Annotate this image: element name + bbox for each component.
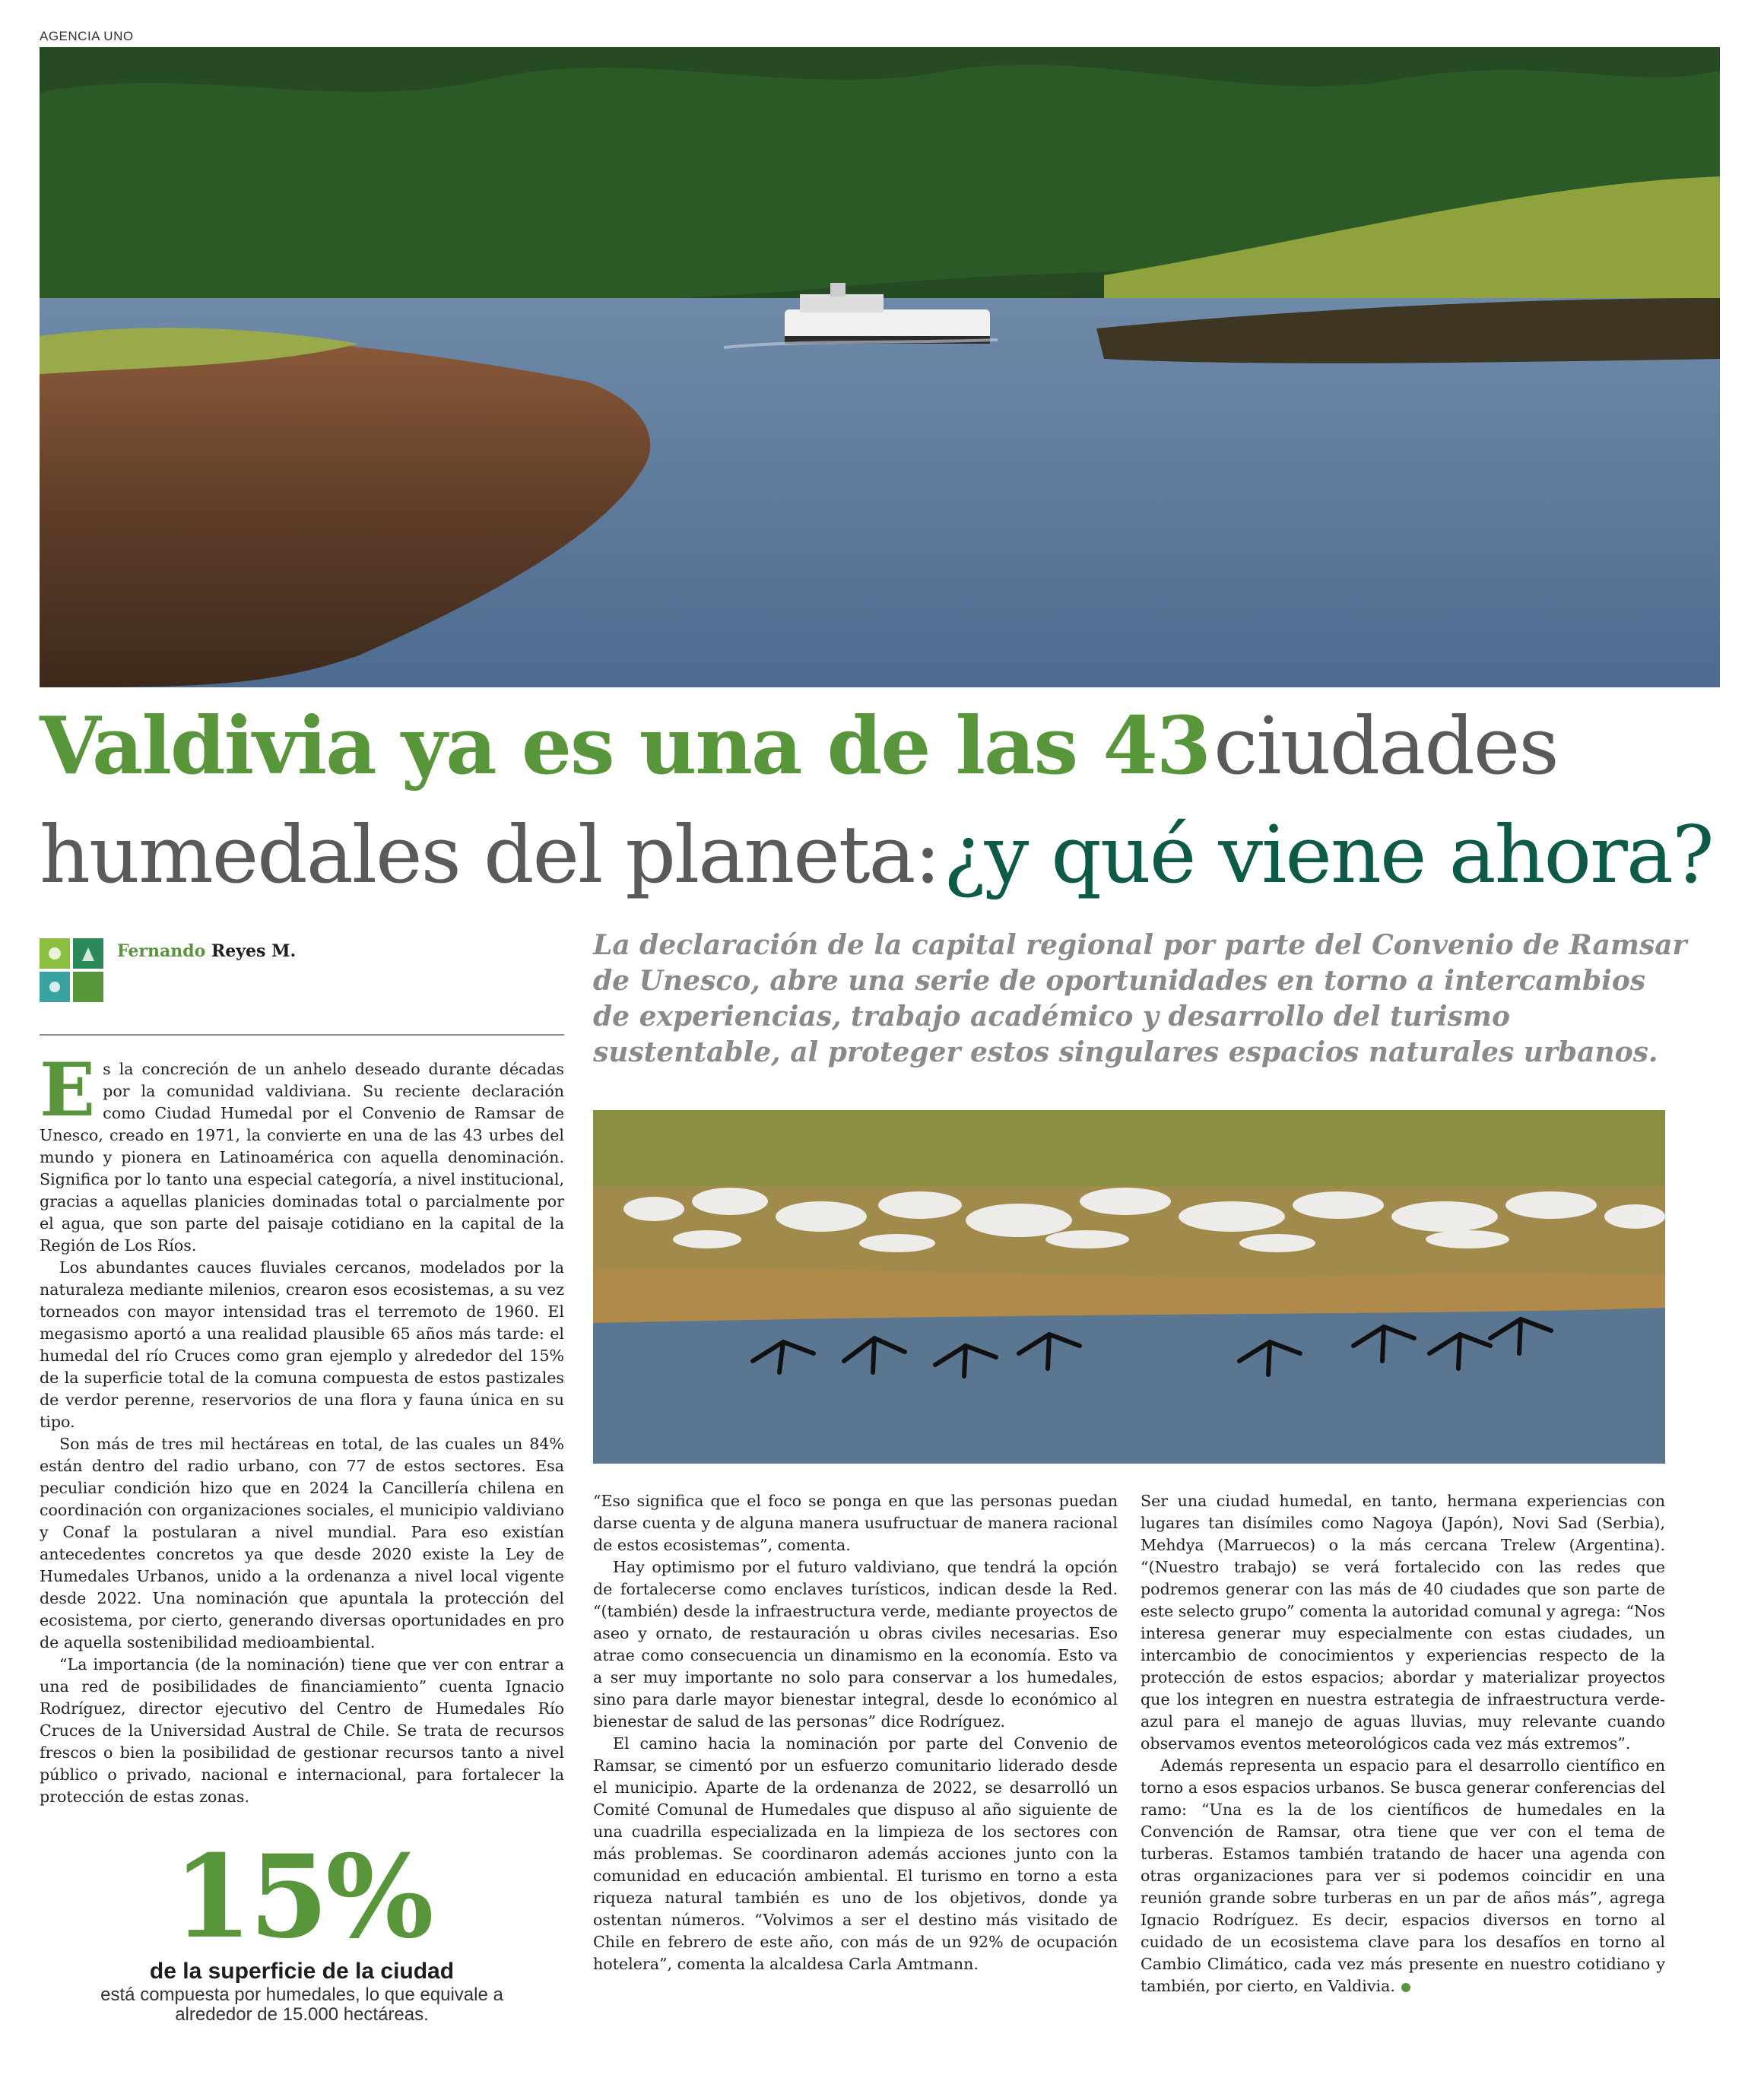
paragraph: “La importancia (de la nominación) tiene que ver con entrar a una red de posibilidades de financiamiento” cuenta Ignacio Rodríguez, director ejecutivo del Centro de Humedales Río Cruces de la Universidad Austral de Chile. Se trata de recursos frescos o bien la posibilidad de gestionar recursos tanto a nivel público o privado, nacional e internacional, para fortalecer la protección de estas zonas. xyxy=(40,1655,564,1806)
headline-part4: ¿y qué viene ahora? xyxy=(943,808,1713,901)
author-name xyxy=(117,941,296,961)
column-2 xyxy=(593,1490,1118,1975)
birds-photo xyxy=(593,1110,1665,1464)
column-1 xyxy=(40,1047,564,1808)
headline-part2: ciudades xyxy=(1214,700,1558,792)
stat-number: 15% xyxy=(173,1830,431,1964)
author-first: Fernando xyxy=(117,941,206,961)
stat-caption-line1: está compuesta por humedales, lo que equivale a xyxy=(100,1984,503,2005)
stat-caption-line2: alrededor de 15.000 hectáreas. xyxy=(175,2004,429,2025)
divider xyxy=(40,1034,564,1036)
byline xyxy=(40,934,564,1002)
paragraph: El camino hacia la nominación por parte del Convenio de Ramsar, se cimentó por un esfuerzo comunitario liderado desde el municipio. Aparte de la ordenanza de 2022, se desarrolló un Comité Comunal de Humedales que dispuso al año siguiente de una cuadrilla especializada en la limpieza de los sectores con más problemas. Se coordinaron además acciones junto con la comunidad en educación ambiental. El turismo en torno a esta riqueza natural también es uno de los objetivos, donde ya ostentan números. “Volvimos a ser el destino más visitado de Chile en febrero de este año, con más de un 92% de ocupación hotelera”, comenta la alcaldesa Carla Amtmann. xyxy=(593,1734,1118,1973)
author-last: Reyes M. xyxy=(211,941,297,961)
stat-caption-strong: de la superficie de la ciudad xyxy=(149,1959,455,1984)
headline-part1: Valdivia ya es una de las 43 xyxy=(40,699,1210,792)
stat-caption xyxy=(40,1958,564,2025)
column-3 xyxy=(1141,1490,1665,1997)
paragraph xyxy=(40,1047,564,1257)
photo-credit: AGENCIA UNO xyxy=(40,29,134,43)
paragraph: Son más de tres mil hectáreas en total, de las cuales un 84% están dentro del radio urbano, con 77 de estos sectores. Esa peculiar condición hizo que en 2024 la Cancillería chilena en coordinación con organizaciones sociales, el municipio valdiviano y Conaf la postularan a nivel mundial. Para eso existían antecedentes concretos ya que desde 2020 existe la Ley de Humedales Urbanos, unido a la ordenanza a nivel local vigente desde 2022. Una nominación que apuntala la protección del ecosistema, por cierto, generando diversas oportunidades en pro de aquella sostenibilidad medioambiental. xyxy=(40,1435,564,1651)
lead-text: La declaración de la capital regional por parte del Convenio de Ramsar de Unesco, abre una serie de oportunidades en torno a intercambios de experiencias, trabajo académico y desarrollo del turismo sustentable, al proteger estos singulares espacios naturales urbanos. xyxy=(593,929,1687,1068)
paragraph xyxy=(1141,1755,1665,1997)
headline-part3: humedales del planeta: xyxy=(40,808,940,901)
paragraph-text: s la concreción de un anhelo deseado durante décadas por la comunidad valdiviana. Su reciente declaración como Ciudad Humedal por el Convenio de Ramsar de Unesco, creado en 1971, la convierte en una de las 43 urbes del mundo y pionera en Latinoamérica con aquella denominación. Significa por lo tanto una especial categoría, a nivel institucional, gracias a aquellas planicies dominadas total o parcialmente por el agua, que son parte del paisaje cotidiano en la capital de la Región de Los Ríos. xyxy=(40,1060,564,1255)
paragraph: Los abundantes cauces fluviales cercanos, modelados por la naturaleza mediante milenios, crearon esos ecosistemas, a su vez torneados con mayor intensidad tras el terremoto de 1960. El megasismo aportó a una realidad plausible 65 años más tarde: el humedal del río Cruces como gran ejemplo y alrededor del 15% de la superficie total de la comuna compuesta de estos pastizales de verdor perenne, reservorios de una flora y fauna única en su tipo. xyxy=(40,1258,564,1431)
river-photo xyxy=(40,47,1720,687)
headline xyxy=(40,699,1720,921)
paragraph: Hay optimismo por el futuro valdiviano, que tendrá la opción de fortalecerse como enclaves turísticos, indican desde la Red. “(también) desde la infraestructura verde, mediante proyectos de aseo y ornato, de restauración u obras civiles necesarias. Eso atrae como consecuencia un dinamismo en la economía. Esto va a ser muy importante no solo para conservar a los humedales, sino para darle mayor bienestar integral, desde lo económico al bienestar de salud de las personas” dice Rodríguez. xyxy=(593,1558,1118,1731)
drop-cap: E xyxy=(40,1047,96,1133)
paragraph: Ser una ciudad humedal, en tanto, hermana experiencias con lugares tan disímiles como Nagoya (Japón), Novi Sad (Serbia), Mehdya (Marruecos) o la más cercana Trelew (Argentina). “(Nuestro trabajo) se verá fortalecido con las redes que podremos generar con las más de 40 ciudades que son parte de este selecto grupo” comenta la autoridad comunal y agrega: “Nos interesa generar muy especialmente con estas ciudades, un intercambio de conocimientos y experiencias respecto de la protección de estos espacios; abordar y materializar proyectos que los integren en nuestra estrategia de infraestructura verde-azul para el manejo de aguas lluvias, muy relevante cuando observamos eventos meteorológicos cada vez más extremos”. xyxy=(1141,1492,1665,1753)
paragraph: “Eso significa que el foco se ponga en que las personas puedan darse cuenta y de alguna manera usufructuar de manera racional de estos ecosistemas”, comenta. xyxy=(593,1492,1118,1554)
paragraph-text: Además representa un espacio para el desarrollo científico en torno a esos espacios urbanos. Se busca generar conferencias del ramo: “Una es la de los científicos de humedales en la Convención de Ramsar, otra tiene que ver con el tema de turberas. Estamos también tratando de hacer una agenda con otras organizaciones para ver si podemos coincidir en una reunión grande sobre turberas en un par de años más”, agrega Ignacio Rodríguez. Es decir, espacios diversos en torno al cuidado de un ecosistema clave para los desafíos en torno al Cambio Climático, cada vez más presente en nuestro cotidiano y también, por cierto, en Valdivia. xyxy=(1141,1756,1665,1995)
end-mark-icon xyxy=(1401,1983,1410,1992)
section-logo-icon xyxy=(40,938,103,1002)
